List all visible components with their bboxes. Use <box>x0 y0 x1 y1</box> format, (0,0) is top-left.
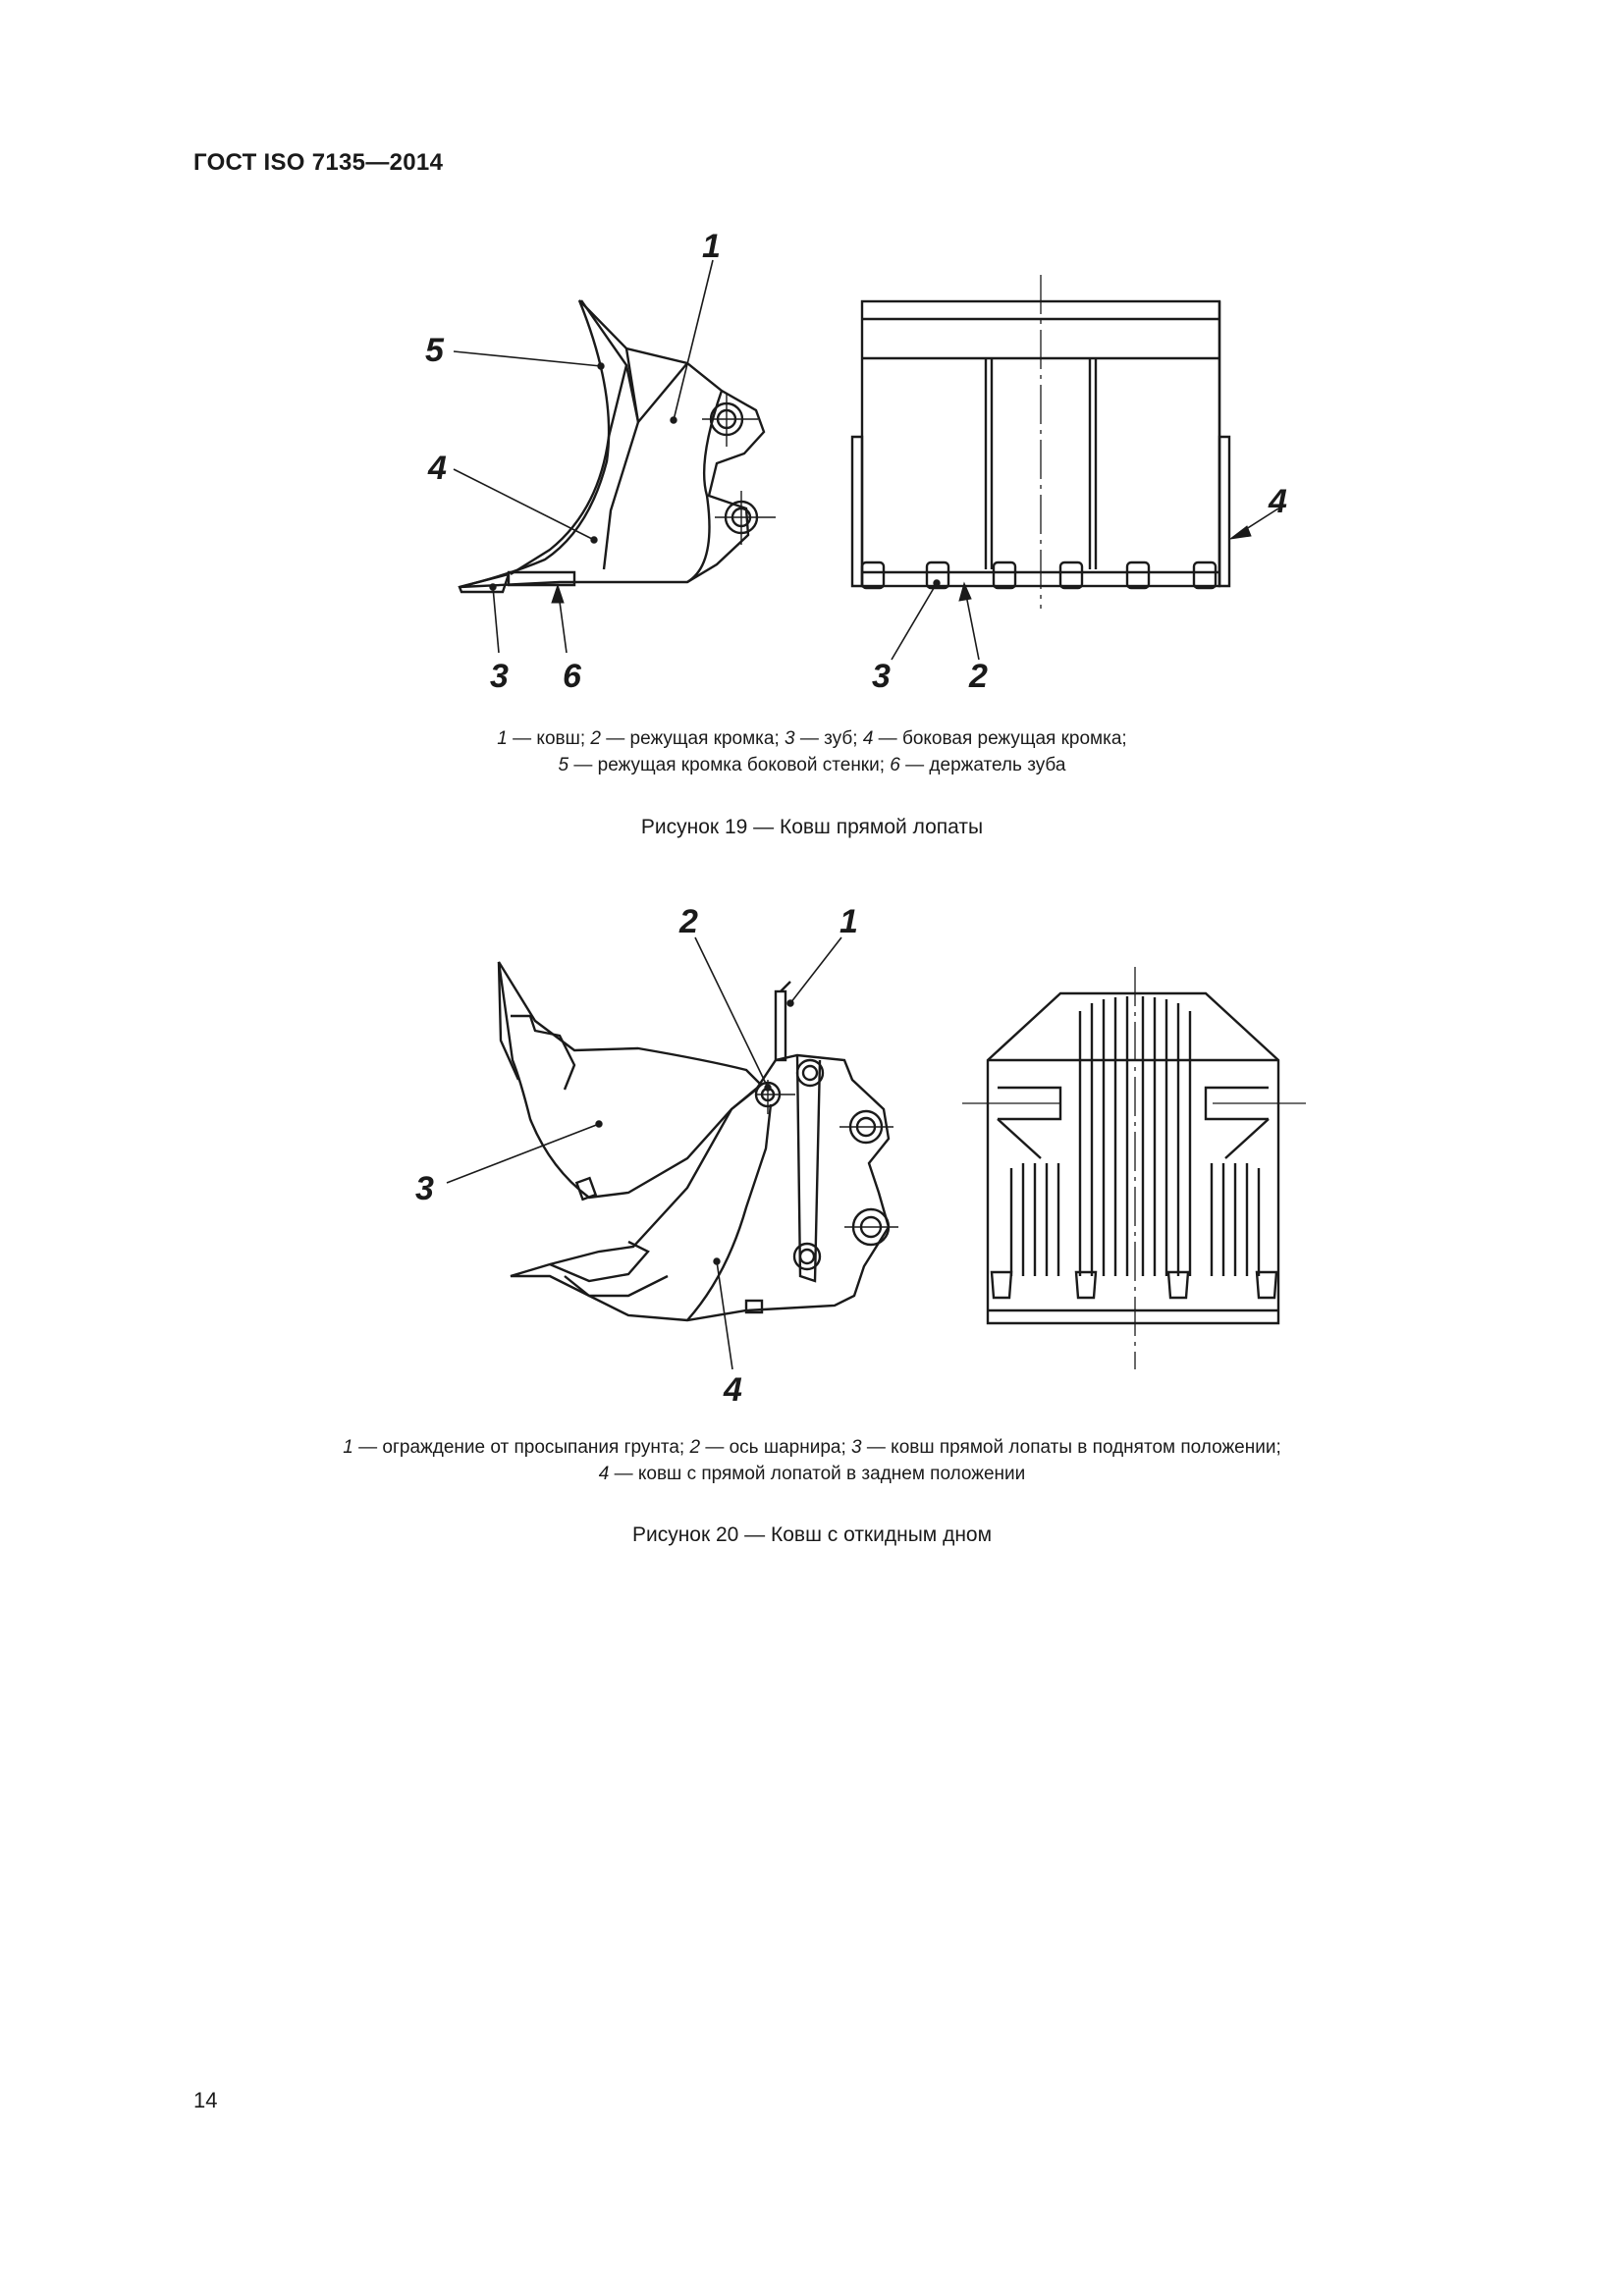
fig19-callout-3-front: 3 <box>872 658 891 695</box>
document-header: ГОСТ ISO 7135—2014 <box>193 149 444 176</box>
fig19-front-view <box>852 275 1287 695</box>
fig20-legend-line-2: 4 — ковш с прямой лопатой в заднем положении <box>598 1464 1026 1484</box>
figure-20-caption: Рисунок 20 — Ковш с откидным дном <box>631 1523 993 1546</box>
fig20-front-view <box>962 967 1306 1369</box>
fig20-callout-3: 3 <box>415 1170 434 1207</box>
fig19-callout-4: 4 <box>428 450 447 487</box>
fig19-legend-line-2: 5 — режущая кромка боковой стенки; 6 — держатель зуба <box>558 755 1066 775</box>
fig19-callout-1: 1 <box>702 228 721 265</box>
figure-20-legend <box>0 1434 1624 1487</box>
fig19-callout-5: 5 <box>425 332 444 369</box>
fig19-tooth <box>460 574 509 592</box>
fig20-raised-bucket <box>499 962 761 1198</box>
fig20-legend-line-1: 1 — ограждение от просыпания грунта; 2 — ось шарнира; 3 — ковш прямой лопаты в поднятом положении; <box>343 1437 1281 1458</box>
fig20-callout-4: 4 <box>724 1371 742 1409</box>
fig20-rear-bucket <box>511 1055 889 1320</box>
figure-20-drawing <box>412 888 1316 1418</box>
fig19-callout-2: 2 <box>969 658 988 695</box>
fig20-callout-2: 2 <box>679 903 698 940</box>
fig20-callout-1: 1 <box>839 903 858 940</box>
figure-19-caption: Рисунок 19 — Ковш прямой лопаты <box>640 816 984 838</box>
fig19-legend-line-1: 1 — ковш; 2 — режущая кромка; 3 — зуб; 4 — боковая режущая кромка; <box>497 728 1127 749</box>
fig19-side-view <box>425 228 776 695</box>
page-number: 14 <box>193 2088 218 2112</box>
figure-19-drawing <box>425 221 1296 707</box>
fig20-side-view <box>415 903 898 1409</box>
fig19-callout-4-front: 4 <box>1269 483 1287 520</box>
figure-19-legend <box>0 725 1624 778</box>
fig19-callout-3: 3 <box>490 658 509 695</box>
fig19-callout-6: 6 <box>563 658 581 695</box>
fig19-teeth-row <box>862 562 1216 588</box>
